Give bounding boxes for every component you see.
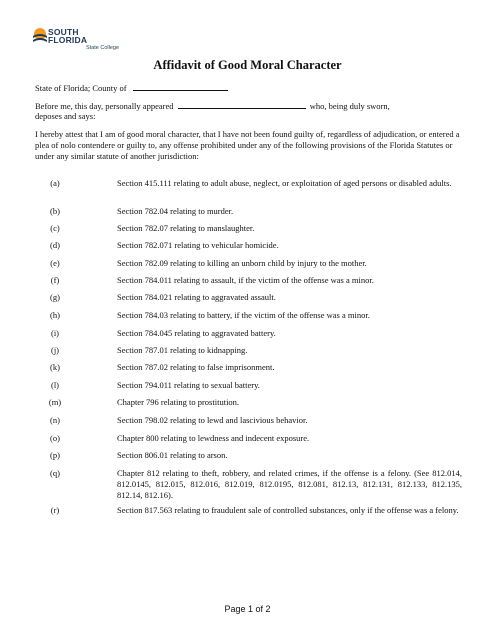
statute-item-label: (j) [50, 345, 60, 355]
statute-item-label: (n) [50, 415, 60, 425]
statute-item-text: Section 782.09 relating to killing an unborn child by injury to the mother. [117, 258, 367, 268]
statute-item-text: Section 787.01 relating to kidnapping. [117, 345, 248, 355]
state-county-line [35, 82, 228, 94]
statute-item-label: (h) [50, 310, 60, 320]
statute-item-label: (o) [50, 433, 60, 443]
statute-item-text: Section 806.01 relating to arson. [117, 450, 228, 460]
logo-word-state-college: State College [86, 45, 120, 51]
statute-item-text: Section 415.111 relating to adult abuse, neglect, or exploitation of aged persons or disabled adults. [117, 178, 452, 188]
statute-item-label: (r) [50, 505, 60, 515]
statute-item-text: Chapter 796 relating to prostitution. [117, 397, 240, 407]
attestation-paragraph: I hereby attest that I am of good moral character, that I have not been found guilty of, regardless of adjudication, or entered a plea of nolo contendere or guilty to, any offense prohibited under any of the following provisions of the Florida Statutes or under any similar statute of another jurisdiction: [35, 129, 460, 161]
statute-item-label: (b) [50, 206, 60, 216]
statute-item-text: Chapter 800 relating to lewdness and indecent exposure. [117, 433, 310, 443]
statute-item-text: Section 782.071 relating to vehicular homicide. [117, 240, 279, 250]
sun-emblem-icon [32, 26, 48, 46]
statute-item-label: (a) [50, 178, 60, 188]
page-number: Page 1 of 2 [224, 604, 271, 614]
statute-item-text: Section 784.03 relating to battery, if the victim of the offense was a minor. [117, 310, 370, 320]
statute-item-label: (l) [50, 380, 60, 390]
state-county-label: State of Florida; County of [35, 83, 127, 93]
statute-item-label: (k) [50, 362, 60, 372]
statute-item-text: Chapter 812 relating to theft, robbery, and related crimes, if the offense is a felony. (See 812.014, 812.0145, 812.015, 812.016, 812.019, 812.0195, 812.081, 812.13, 812.131, 812.133, 812.135, 812.14, 812.16). [117, 468, 462, 500]
statute-item-label: (e) [50, 258, 60, 268]
statute-item-label: (q) [50, 468, 60, 478]
statute-item-text: Section 798.02 relating to lewd and lascivious behavior. [117, 415, 308, 425]
logo-word-florida: FLORIDA [48, 35, 88, 45]
statute-item-label: (m) [48, 397, 62, 407]
statute-item-text: Section 784.011 relating to assault, if the victim of the offense was a minor. [117, 275, 374, 285]
statute-item-label: (f) [50, 275, 60, 285]
college-logo [32, 26, 142, 52]
statute-item-label: (g) [50, 292, 60, 302]
statute-item-text: Section 794.011 relating to sexual battery. [117, 380, 260, 390]
statute-item-text: Section 782.04 relating to murder. [117, 206, 234, 216]
logo-word-south: SOUTH [48, 27, 79, 37]
county-blank-field[interactable] [133, 82, 228, 91]
statute-item-text: Section 817.563 relating to fraudulent sale of controlled substances, only if the offense was a felony. [117, 505, 459, 515]
statute-item-text: Section 782.07 relating to manslaughter. [117, 223, 255, 233]
statute-item-label: (d) [50, 240, 60, 250]
name-blank-field[interactable] [178, 100, 306, 109]
deposes-line: deposes and says: [35, 111, 96, 121]
statute-item-label: (p) [50, 450, 60, 460]
statute-item-text: Section 784.021 relating to aggravated assault. [117, 292, 276, 302]
document-title: Affidavit of Good Moral Character [153, 58, 342, 72]
statute-item-text: Section 784.045 relating to aggravated battery. [117, 328, 276, 338]
appeared-before-text: Before me, this day, personally appeared [35, 101, 174, 111]
statute-item-label: (i) [50, 328, 60, 338]
statute-item-text: Section 787.02 relating to false imprisonment. [117, 362, 275, 372]
appeared-after-text: who, being duly sworn, [309, 101, 390, 111]
statute-item-label: (c) [50, 223, 60, 233]
